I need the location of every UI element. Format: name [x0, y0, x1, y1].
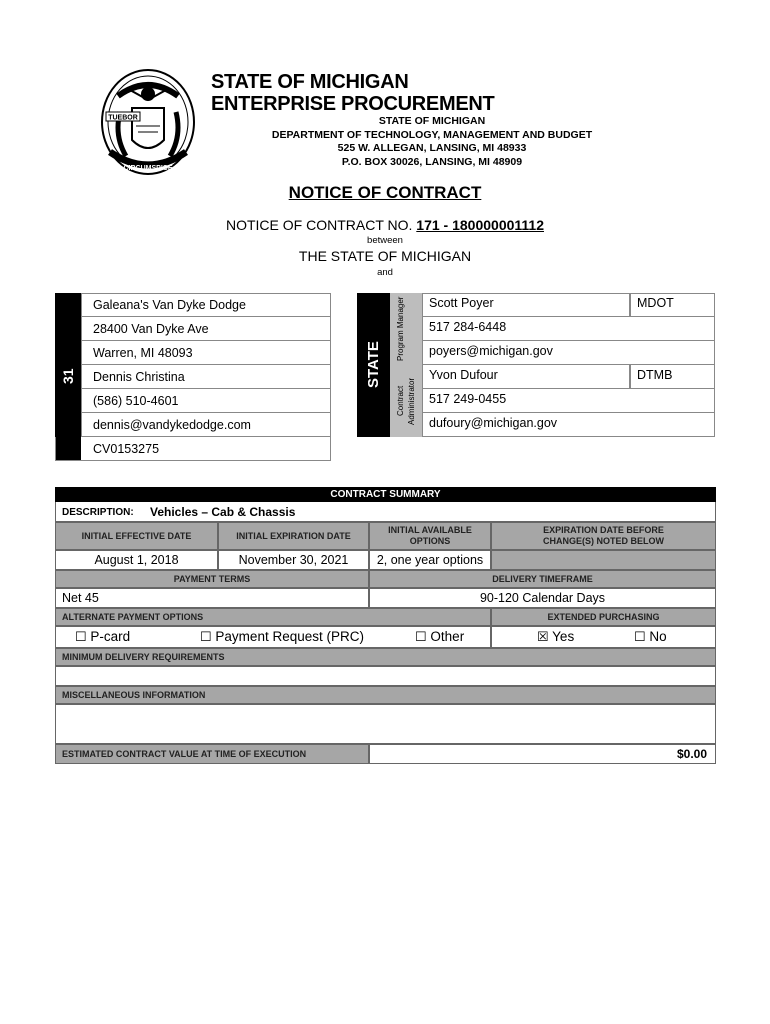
misc-value	[55, 704, 716, 744]
available-options: 2, one year options	[369, 550, 491, 570]
min-delivery-label: MINIMUM DELIVERY REQUIREMENTS	[62, 652, 225, 662]
effective-date: August 1, 2018	[55, 550, 218, 570]
notice-party: THE STATE OF MICHIGAN	[298, 248, 472, 264]
est-value-header	[55, 744, 369, 764]
contract-admin-label: Contract Administrator	[396, 377, 416, 425]
col-exp-before-header	[491, 522, 716, 550]
ca-name: Yvon Dufour	[422, 365, 630, 389]
pm-name: Scott Poyer	[422, 293, 630, 317]
program-manager-tab	[390, 293, 422, 366]
michigan-seal-icon	[98, 66, 198, 184]
description-label: DESCRIPTION:	[62, 507, 134, 518]
ca-phone: 517 249-0455	[422, 389, 715, 413]
misc-label: MISCELLANEOUS INFORMATION	[62, 690, 206, 700]
col-effective-label: INITIAL EFFECTIVE DATE	[81, 531, 192, 541]
col-options-header	[369, 522, 491, 550]
option-prc-label: Payment Request (PRC)	[215, 629, 364, 644]
payment-terms-header	[55, 570, 369, 588]
pm-email: poyers@michigan.gov	[422, 341, 715, 365]
header-address1: 525 W. ALLEGAN, LANSING, MI 48933	[337, 142, 527, 154]
alt-payment-label: ALTERNATE PAYMENT OPTIONS	[62, 612, 204, 622]
extended-label: EXTENDED PURCHASING	[547, 612, 660, 622]
contractor-email: dennis@vandykedodge.com	[81, 413, 331, 437]
contractor-contact: Dennis Christina	[81, 365, 331, 389]
description-row	[55, 502, 716, 522]
exp-before-value	[491, 550, 716, 570]
contractor-side-bar	[55, 293, 81, 460]
yes-checkbox-checked-icon[interactable]: ☒	[537, 629, 549, 644]
delivery-value: 90-120 Calendar Days	[369, 588, 716, 608]
expiration-date: November 30, 2021	[218, 550, 369, 570]
notice-number: 171 - 180000001112	[416, 217, 544, 233]
col-expiration-label: INITIAL EXPIRATION DATE	[236, 531, 351, 541]
no-checkbox-icon[interactable]: ☐	[634, 629, 646, 644]
notice-and: and	[377, 267, 393, 278]
option-yes[interactable]	[537, 629, 574, 645]
est-value: $0.00	[369, 744, 716, 764]
pcard-checkbox-icon[interactable]: ☐	[75, 629, 87, 644]
contractor-vendor-id: CV0153275	[55, 437, 331, 461]
notice-number-line	[0, 217, 770, 233]
pm-agency: MDOT	[630, 293, 715, 317]
notice-heading: NOTICE OF CONTRACT	[288, 183, 482, 202]
seal-bottom-text: CIRCUMSPICE	[123, 165, 173, 172]
option-other[interactable]	[415, 629, 464, 645]
alt-payment-header	[55, 608, 491, 626]
ca-agency: DTMB	[630, 365, 715, 389]
delivery-header	[369, 570, 716, 588]
col-options-label: INITIAL AVAILABLE OPTIONS	[388, 525, 472, 546]
option-yes-label: Yes	[552, 629, 575, 644]
contractor-side-label: 31	[60, 368, 76, 385]
summary-title: CONTRACT SUMMARY	[55, 487, 716, 502]
contractor-name: Galeana's Van Dyke Dodge	[81, 293, 331, 317]
ca-email: dufoury@michigan.gov	[422, 413, 715, 437]
extended-header	[491, 608, 716, 626]
min-delivery-value	[55, 666, 716, 686]
payment-terms-value: Net 45	[55, 588, 369, 608]
col-exp-before-label: EXPIRATION DATE BEFORE CHANGE(S) NOTED BELOW	[543, 525, 664, 546]
header-title-line2: ENTERPRISE PROCUREMENT	[211, 93, 495, 115]
prc-checkbox-icon[interactable]: ☐	[200, 629, 212, 644]
program-manager-label: Program Manager	[396, 296, 405, 362]
description-value: Vehicles – Cab & Chassis	[150, 505, 296, 519]
option-no[interactable]	[634, 629, 667, 645]
contractor-city: Warren, MI 48093	[81, 341, 331, 365]
delivery-label: DELIVERY TIMEFRAME	[492, 574, 593, 584]
header-address2: P.O. BOX 30026, LANSING, MI 48909	[341, 156, 523, 168]
alt-payment-options-row	[55, 626, 491, 648]
extended-options-row	[491, 626, 716, 648]
pm-phone: 517 284-6448	[422, 317, 715, 341]
option-pcard-label: P-card	[90, 629, 131, 644]
header-department: DEPARTMENT OF TECHNOLOGY, MANAGEMENT AND BUDGET	[271, 129, 593, 141]
misc-header	[55, 686, 716, 704]
other-checkbox-icon[interactable]: ☐	[415, 629, 427, 644]
notice-between: between	[367, 235, 403, 246]
contractor-street: 28400 Van Dyke Ave	[81, 317, 331, 341]
header-agency: STATE OF MICHIGAN	[378, 115, 486, 127]
option-no-label: No	[649, 629, 667, 644]
contract-admin-tab	[390, 365, 422, 437]
notice-number-prefix: NOTICE OF CONTRACT NO.	[225, 217, 413, 233]
header-title-line1: STATE OF MICHIGAN	[211, 71, 409, 93]
state-side-label: STATE	[365, 341, 382, 389]
contractor-phone: (586) 510-4601	[81, 389, 331, 413]
seal-motto-text: TUEBOR	[108, 114, 138, 122]
col-expiration-header	[218, 522, 369, 550]
payment-terms-label: PAYMENT TERMS	[173, 574, 251, 584]
state-side-bar	[357, 293, 390, 437]
option-other-label: Other	[430, 629, 465, 644]
min-delivery-header	[55, 648, 716, 666]
option-pcard[interactable]	[75, 629, 130, 645]
est-value-label: ESTIMATED CONTRACT VALUE AT TIME OF EXECUTION	[62, 749, 307, 759]
col-effective-header	[55, 522, 218, 550]
option-prc[interactable]	[200, 629, 364, 645]
